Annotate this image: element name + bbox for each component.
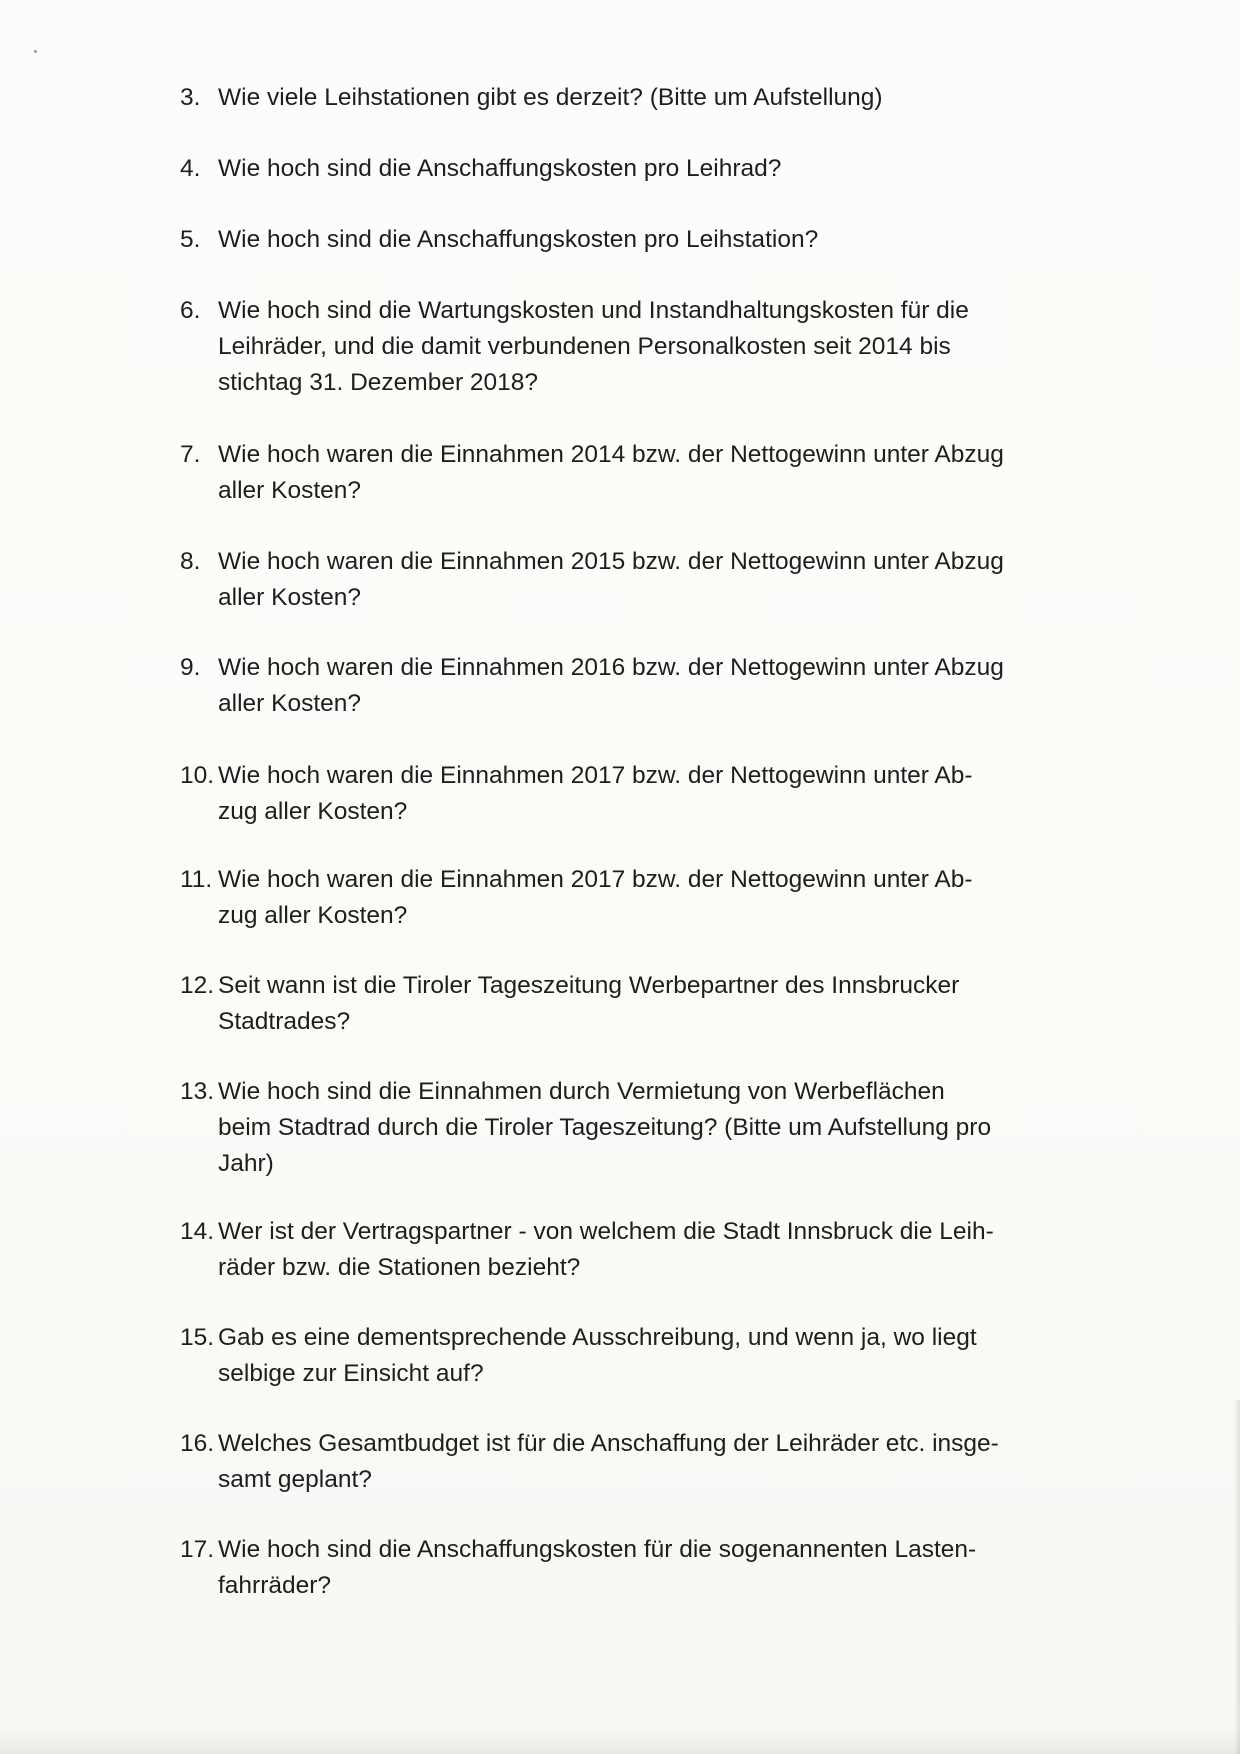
question-text: Wie hoch waren die Einnahmen 2016 bzw. der Nettogewinn unter Abzug — [218, 654, 1004, 681]
question-number: 12. — [180, 972, 215, 999]
question-number: 6. — [180, 297, 201, 324]
question-text: Wie hoch waren die Einnahmen 2015 bzw. der Nettogewinn unter Abzug — [218, 548, 1004, 575]
question-number: 5. — [180, 226, 201, 253]
question-number: 16. — [180, 1430, 215, 1457]
question-item — [180, 1214, 1089, 1286]
question-text: Wie hoch waren die Einnahmen 2017 bzw. der Nettogewinn unter Ab- — [218, 762, 973, 789]
question-text: aller Kosten? — [218, 477, 362, 504]
question-number: 7. — [180, 441, 201, 468]
question-text: Jahr) — [218, 1150, 274, 1177]
question-text: Leihräder, und die damit verbundenen Personalkosten seit 2014 bis — [218, 333, 951, 360]
question-item — [180, 1074, 1089, 1182]
question-text: Wie hoch sind die Anschaffungskosten für die sogenannenten Lasten- — [218, 1536, 977, 1563]
question-text: Gab es eine dementsprechende Ausschreibung, und wenn ja, wo liegt — [218, 1324, 977, 1351]
question-text: zug aller Kosten? — [218, 902, 408, 929]
question-text: aller Kosten? — [218, 584, 362, 611]
question-text: Wie hoch sind die Einnahmen durch Vermietung von Werbeflächen — [218, 1078, 945, 1105]
question-number: 10. — [180, 762, 215, 789]
question-item — [180, 437, 1089, 509]
question-item — [180, 1426, 1089, 1498]
question-text: Wie hoch waren die Einnahmen 2014 bzw. der Nettogewinn unter Abzug — [218, 441, 1004, 468]
question-text: Wie hoch waren die Einnahmen 2017 bzw. der Nettogewinn unter Ab- — [218, 866, 973, 893]
question-item — [180, 1320, 1089, 1392]
question-item — [180, 293, 1089, 401]
question-number: 13. — [180, 1078, 215, 1105]
question-item — [180, 968, 1089, 1040]
question-text: Wie hoch sind die Anschaffungskosten pro Leihrad? — [218, 155, 782, 182]
question-text: Wer ist der Vertragspartner - von welchem die Stadt Innsbruck die Leih- — [218, 1218, 994, 1245]
question-text: Welches Gesamtbudget ist für die Anschaffung der Leihräder etc. insge- — [218, 1430, 999, 1457]
question-text: Stadtrades? — [218, 1008, 351, 1035]
question-number: 14. — [180, 1218, 215, 1245]
question-item — [180, 650, 1089, 722]
question-number: 17. — [180, 1536, 215, 1563]
question-number: 9. — [180, 654, 201, 681]
question-text: Wie viele Leihstationen gibt es derzeit? (Bitte um Aufstellung) — [218, 84, 883, 111]
question-text: stichtag 31. Dezember 2018? — [218, 369, 539, 396]
question-item — [180, 758, 1089, 830]
question-item — [180, 862, 1089, 934]
question-number: 4. — [180, 155, 201, 182]
question-text: räder bzw. die Stationen bezieht? — [218, 1254, 581, 1281]
question-item — [180, 80, 1089, 116]
question-item — [180, 1532, 1089, 1604]
question-text: samt geplant? — [218, 1466, 372, 1493]
question-text: selbige zur Einsicht auf? — [218, 1360, 484, 1387]
question-number: 11. — [180, 866, 213, 893]
question-text: fahrräder? — [218, 1572, 332, 1599]
question-item — [180, 151, 1089, 187]
question-item — [180, 544, 1089, 616]
question-text: Wie hoch sind die Anschaffungskosten pro Leihstation? — [218, 226, 819, 253]
question-item — [180, 222, 1089, 258]
question-text: Seit wann ist die Tiroler Tageszeitung Werbepartner des Innsbrucker — [218, 972, 960, 999]
question-text: zug aller Kosten? — [218, 798, 408, 825]
question-number: 8. — [180, 548, 201, 575]
question-number: 15. — [180, 1324, 215, 1351]
question-number: 3. — [180, 84, 201, 111]
question-text: Wie hoch sind die Wartungskosten und Instandhaltungskosten für die — [218, 297, 969, 324]
question-text: beim Stadtrad durch die Tiroler Tageszeitung? (Bitte um Aufstellung pro — [218, 1114, 992, 1141]
question-text: aller Kosten? — [218, 690, 362, 717]
